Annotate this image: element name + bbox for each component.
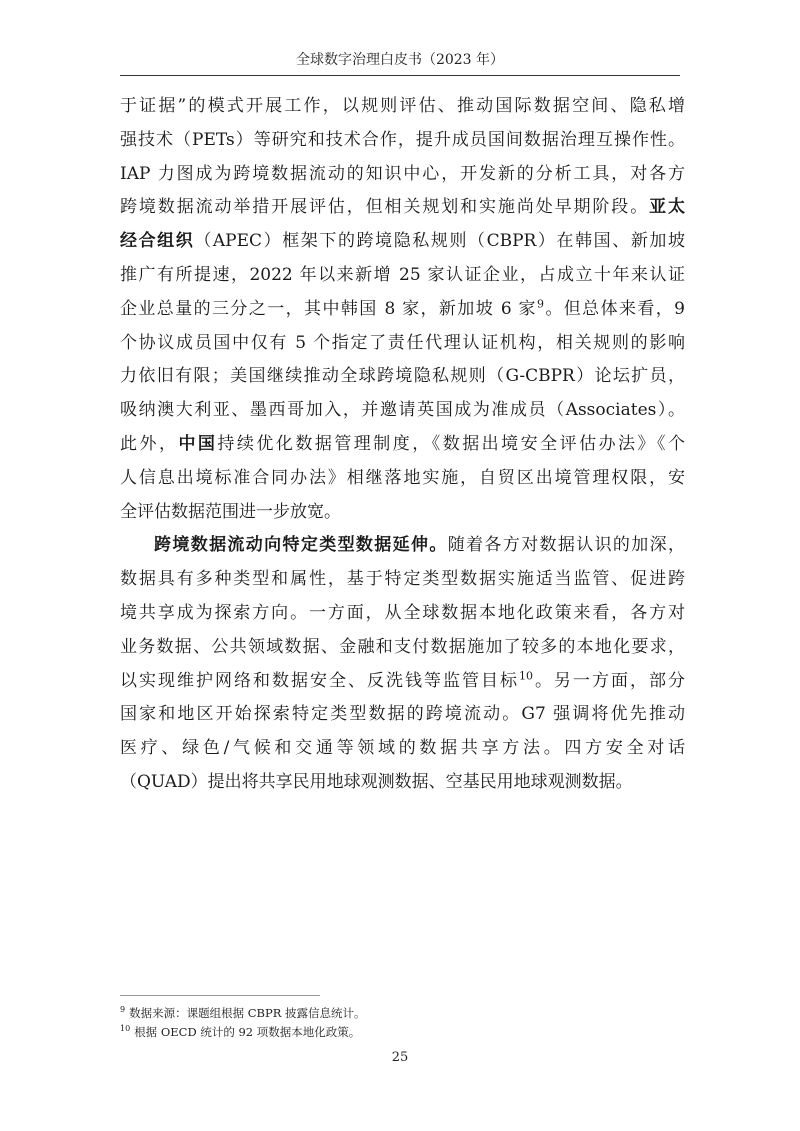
- text-run: 此外，: [120, 433, 179, 454]
- footnote: [120, 1021, 680, 1040]
- text-line: [120, 225, 685, 259]
- paragraph-1: [120, 90, 685, 529]
- text-run: 持续优化数据管理制度，《数据出境安全评估办法》《个: [217, 433, 686, 454]
- text-run: 以实现维护网络和数据安全、反洗钱等监管目标: [120, 670, 519, 691]
- text-run: 。但总体来看，9: [543, 298, 685, 319]
- paragraph-2: [120, 529, 685, 799]
- text-line: [120, 394, 685, 428]
- text-line: [120, 597, 685, 631]
- text-line: [120, 631, 685, 665]
- footnote-text: 根据 OECD 统计的 92 项数据本地化政策。: [134, 1024, 361, 1039]
- bold-text: 经合组织: [120, 231, 195, 252]
- text-line: [120, 563, 685, 597]
- text-run: 人信息出境标准合同办法》相继落地实施，自贸区出境管理权限，安: [120, 467, 685, 488]
- text-line: [120, 496, 685, 530]
- text-run: 医疗、绿色/气候和交通等领域的数据共享方法。四方安全对话: [120, 738, 685, 759]
- footnote-ref: 9: [536, 297, 544, 311]
- text-line: [120, 462, 685, 496]
- text-run: 业务数据、公共领域数据、金融和支付数据施加了较多的本地化要求，: [120, 636, 685, 657]
- text-run: 于证据”的模式开展工作，以规则评估、推动国际数据空间、隐私增: [120, 96, 685, 116]
- text-run: 强技术（PETs）等研究和技术合作，提升成员国间数据治理互操作性。: [120, 129, 685, 150]
- footnotes: [120, 1002, 680, 1040]
- bold-text: 中国: [178, 433, 218, 454]
- bold-text: 亚太: [649, 197, 686, 218]
- text-line: [120, 293, 685, 327]
- text-run: 力依旧有限；美国继续推动全球跨境隐私规则（G-CBPR）论坛扩员，: [120, 366, 685, 387]
- text-run: IAP 力图成为跨境数据流动的知识中心，开发新的分析工具，对各方: [120, 163, 685, 184]
- text-run: 随着各方对数据认识的加深，: [447, 535, 686, 556]
- page-number: 25: [391, 1050, 409, 1065]
- text-line: [120, 529, 685, 563]
- text-run: 。另一方面，部分: [533, 670, 685, 691]
- text-line: [120, 124, 685, 158]
- text-line: [120, 327, 685, 361]
- footnote-number: 9: [120, 1005, 126, 1014]
- text-line: [120, 259, 685, 293]
- text-run: 全评估数据范围进一步放宽。: [120, 501, 341, 522]
- header-divider: [120, 75, 680, 76]
- page-header-title: 全球数字治理白皮书（2023 年）: [295, 52, 505, 68]
- text-run: 吸纳澳大利亚、墨西哥加入，并邀请英国成为准成员（Associates）。: [120, 400, 685, 421]
- text-line: [120, 732, 685, 766]
- text-run: （QUAD）提出将共享民用地球观测数据、空基民用地球观测数据。: [120, 771, 633, 792]
- bold-text: 跨境数据流动向特定类型数据延伸。: [154, 535, 448, 556]
- text-run: 个协议成员国中仅有 5 个指定了责任代理认证机构，相关规则的影响: [120, 332, 685, 353]
- text-line: [120, 698, 685, 732]
- text-run: 数据具有多种类型和属性，基于特定类型数据实施适当监管、促进跨: [120, 569, 685, 590]
- text-line: [120, 360, 685, 394]
- text-run: （APEC）框架下的跨境隐私规则（CBPR）在韩国、新加坡: [194, 231, 685, 252]
- text-line: [120, 191, 685, 225]
- footnote-text: 数据来源：课题组根据 CBPR 披露信息统计。: [129, 1005, 366, 1020]
- footnote-divider: [120, 995, 320, 996]
- text-run: 推广有所提速，2022 年以来新增 25 家认证企业，占成立十年来认证: [120, 264, 685, 285]
- text-run: 企业总量的三分之一，其中韩国 8 家，新加坡 6 家: [120, 298, 537, 319]
- text-line: [120, 665, 685, 699]
- text-line: [120, 428, 685, 462]
- text-run: 境共享成为探索方向。一方面，从全球数据本地化政策来看，各方对: [120, 602, 685, 623]
- footnote: [120, 1002, 680, 1021]
- body-text: [120, 90, 685, 800]
- footnote-number: 10: [120, 1023, 131, 1033]
- text-line: [120, 158, 685, 192]
- text-run: 国家和地区开始探索特定类型数据的跨境流动。G7 强调将优先推动: [120, 704, 685, 725]
- footnote-ref: 10: [519, 668, 533, 682]
- text-run: 跨境数据流动举措开展评估，但相关规划和实施尚处早期阶段。: [120, 197, 650, 218]
- text-line: [120, 90, 685, 124]
- text-line: [120, 766, 685, 800]
